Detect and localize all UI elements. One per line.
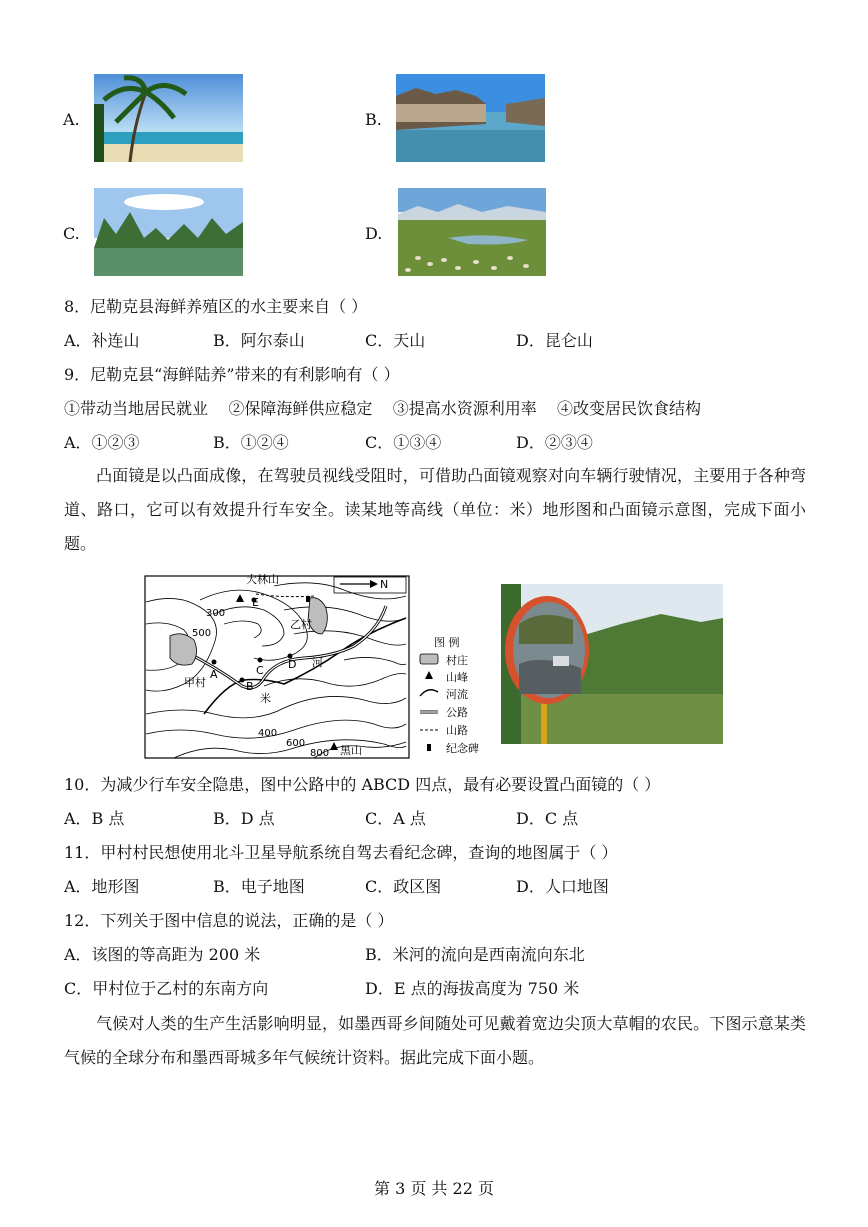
question-12-stem: 12．下列关于图中信息的说法，正确的是（ ） (64, 911, 394, 930)
map-point-b: B (246, 680, 254, 693)
q9-option-c[interactable]: C．①③④ (365, 433, 442, 452)
map-point-c: C (256, 664, 264, 677)
legend-path: 山路 (446, 724, 468, 737)
q12-option-a[interactable]: A．该图的等高距为 200 米 (64, 945, 261, 964)
q8-option-c[interactable]: C．天山 (365, 331, 426, 350)
contour-map (144, 574, 488, 760)
water-town-icon (396, 74, 545, 162)
image-option-b-label: B. (365, 110, 382, 129)
q12-option-c[interactable]: C．甲村位于乙村的东南方向 (64, 979, 269, 998)
map-point-d: D (288, 658, 297, 671)
map-contour-300: 300 (206, 608, 226, 619)
question-8-stem: 8．尼勒克县海鲜养殖区的水主要来自（ ） (64, 297, 368, 316)
map-peak2-label: 黑山 (340, 744, 362, 757)
map-village-yi: 乙村 (290, 618, 312, 631)
image-option-a-label: A. (63, 110, 80, 129)
page-footer: 第 3 页 共 22 页 (374, 1179, 494, 1198)
passage-climate (64, 1007, 806, 1075)
legend-title: 图 例 (434, 636, 460, 649)
question-9-stem: 9．尼勒克县“海鲜陆养”带来的有利影响有（ ） (64, 365, 400, 384)
map-contour-500: 500 (192, 628, 212, 639)
q11-option-d[interactable]: D．人口地图 (516, 877, 609, 896)
grassland-sheep-icon (398, 188, 546, 276)
map-north-label: N (380, 578, 389, 591)
passage-convex-mirror (64, 459, 806, 561)
legend-village: 村庄 (446, 654, 468, 667)
legend-river: 河流 (446, 688, 468, 701)
q8-option-a[interactable]: A．补连山 (64, 331, 140, 350)
image-option-c-label: C. (63, 224, 80, 243)
map-peak1-label: 大林山 (246, 574, 279, 586)
q11-option-a[interactable]: A．地形图 (64, 877, 140, 896)
legend-road: 公路 (446, 706, 468, 719)
q9-option-d[interactable]: D．②③④ (516, 433, 593, 452)
q11-option-c[interactable]: C．政区图 (365, 877, 442, 896)
image-option-d-label: D. (365, 224, 383, 243)
map-river-mi: 米 (260, 692, 271, 705)
map-point-e: E (252, 596, 259, 609)
q10-option-a[interactable]: A．B 点 (64, 809, 125, 828)
map-point-a: A (210, 668, 218, 681)
map-contour-400: 400 (258, 728, 278, 739)
palm-beach-icon (94, 74, 243, 162)
convex-mirror-icon (501, 584, 723, 744)
passage-2-text: 气候对人类的生产生活影响明显，如墨西哥乡间随处可见戴着宽边尖顶大草帽的农民。下图示意某类气候的全球分布和墨西哥城多年气候统计资料。据此完成下面小题。 (64, 1014, 806, 1067)
q10-option-d[interactable]: D．C 点 (516, 809, 579, 828)
q12-option-d[interactable]: D．E 点的海拔高度为 750 米 (365, 979, 580, 998)
karst-river-icon (94, 188, 243, 276)
legend-monument: 纪念碑 (446, 742, 479, 755)
map-village-jia: 甲村 (184, 676, 206, 689)
q11-option-b[interactable]: B．电子地图 (213, 877, 305, 896)
question-9-statements: ①带动当地居民就业 ②保障海鲜供应稳定 ③提高水资源利用率 ④改变居民饮食结构 (64, 399, 702, 418)
q9-option-b[interactable]: B．①②④ (213, 433, 289, 452)
q9-option-a[interactable]: A．①②③ (64, 433, 140, 452)
question-11-stem: 11．甲村村民想使用北斗卫星导航系统自驾去看纪念碑，查询的地图属于（ ） (64, 843, 618, 862)
question-10-stem: 10．为减少行车安全隐患，图中公路中的 ABCD 四点，最有必要设置凸面镜的（ ） (64, 775, 661, 794)
map-contour-600: 600 (286, 738, 306, 749)
q10-option-b[interactable]: B．D 点 (213, 809, 275, 828)
map-legend (420, 635, 479, 755)
q8-option-b[interactable]: B．阿尔泰山 (213, 331, 305, 350)
legend-peak: 山峰 (446, 671, 468, 684)
map-contour-800: 800 (310, 748, 330, 759)
q12-option-b[interactable]: B．米河的流向是西南流向东北 (365, 945, 585, 964)
q8-option-d[interactable]: D．昆仑山 (516, 331, 593, 350)
passage-1-text: 凸面镜是以凸面成像，在驾驶员视线受阻时，可借助凸面镜观察对向车辆行驶情况，主要用于各种弯道、路口，它可以有效提升行车安全。读某地等高线（单位：米）地形图和凸面镜示意图，完成下面小题。 (64, 466, 806, 553)
q10-option-c[interactable]: C．A 点 (365, 809, 426, 828)
map-river-label: 河 (312, 656, 323, 669)
